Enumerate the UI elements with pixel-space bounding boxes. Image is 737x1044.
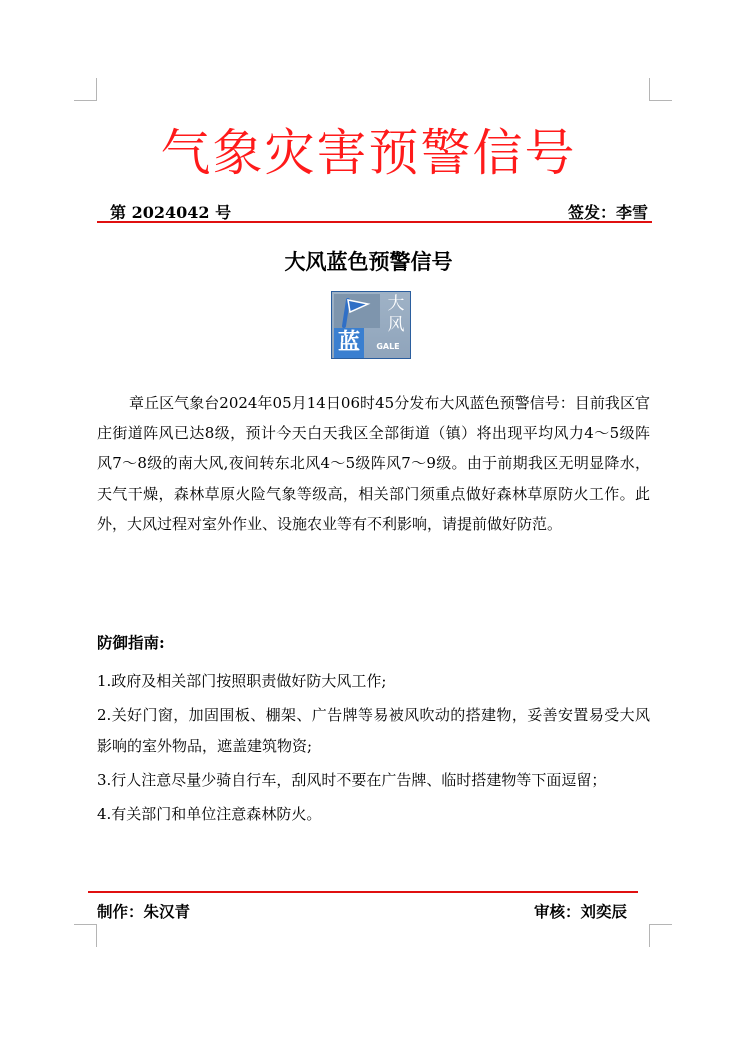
guide-list — [97, 666, 650, 833]
footer-row — [97, 900, 627, 924]
icon-type-label: 大 风 — [387, 294, 405, 335]
guide-item: 1.政府及相关部门按照职责做好防大风工作; — [97, 672, 387, 690]
guide-item: 4.有关部门和单位注意森林防火。 — [97, 804, 322, 823]
red-divider-top — [97, 221, 652, 223]
corner-mark-top-left — [74, 78, 97, 101]
corner-mark-bottom-right — [649, 924, 672, 947]
reviewer: 审核：刘奕辰 — [533, 902, 627, 921]
notice-paragraph: 章丘区气象台2024年05月14日06时45分发布大风蓝色预警信号：目前我区官庄街道阵风已达8级，预计今天白天我区全部街道（镇）将出现平均风力4～5级阵风7～8级的南大风,夜间转东北风4～5级阵风7～9级。由于前期我区无明显降水，天气干燥，森林草原火险气象等级高，相关部门须重点做好森林草原防火工作。此外，大风过程对室外作业、设施农业等有不利影响，请提前做好防范。 — [97, 394, 650, 533]
icon-english-label: GALE — [376, 342, 400, 351]
guide-item: 3.行人注意尽量少骑自行车，刮风时不要在广告牌、临时搭建物等下面逗留； — [97, 770, 607, 789]
guide-item: 2.关好门窗，加固围板、棚架、广告牌等易被风吹动的搭建物，妥善安置易受大风影响的室外物品，遮盖建筑物资; — [97, 706, 650, 755]
corner-mark-top-right — [649, 78, 672, 101]
notice-title: 大风蓝色预警信号 — [284, 249, 453, 274]
document-title: 气象灾害预警信号 — [160, 124, 577, 182]
producer: 制作：朱汉青 — [97, 902, 191, 921]
guide-title: 防御指南: — [97, 633, 165, 652]
gale-blue-warning-icon — [331, 291, 411, 359]
wind-flag-icon — [338, 296, 378, 328]
icon-color-label: 蓝 — [337, 330, 360, 355]
signer: 签发：李雪 — [567, 203, 648, 222]
red-divider-bottom — [88, 891, 638, 893]
corner-mark-bottom-left — [74, 924, 97, 947]
issue-number: 第 2024042 号 — [110, 203, 232, 222]
